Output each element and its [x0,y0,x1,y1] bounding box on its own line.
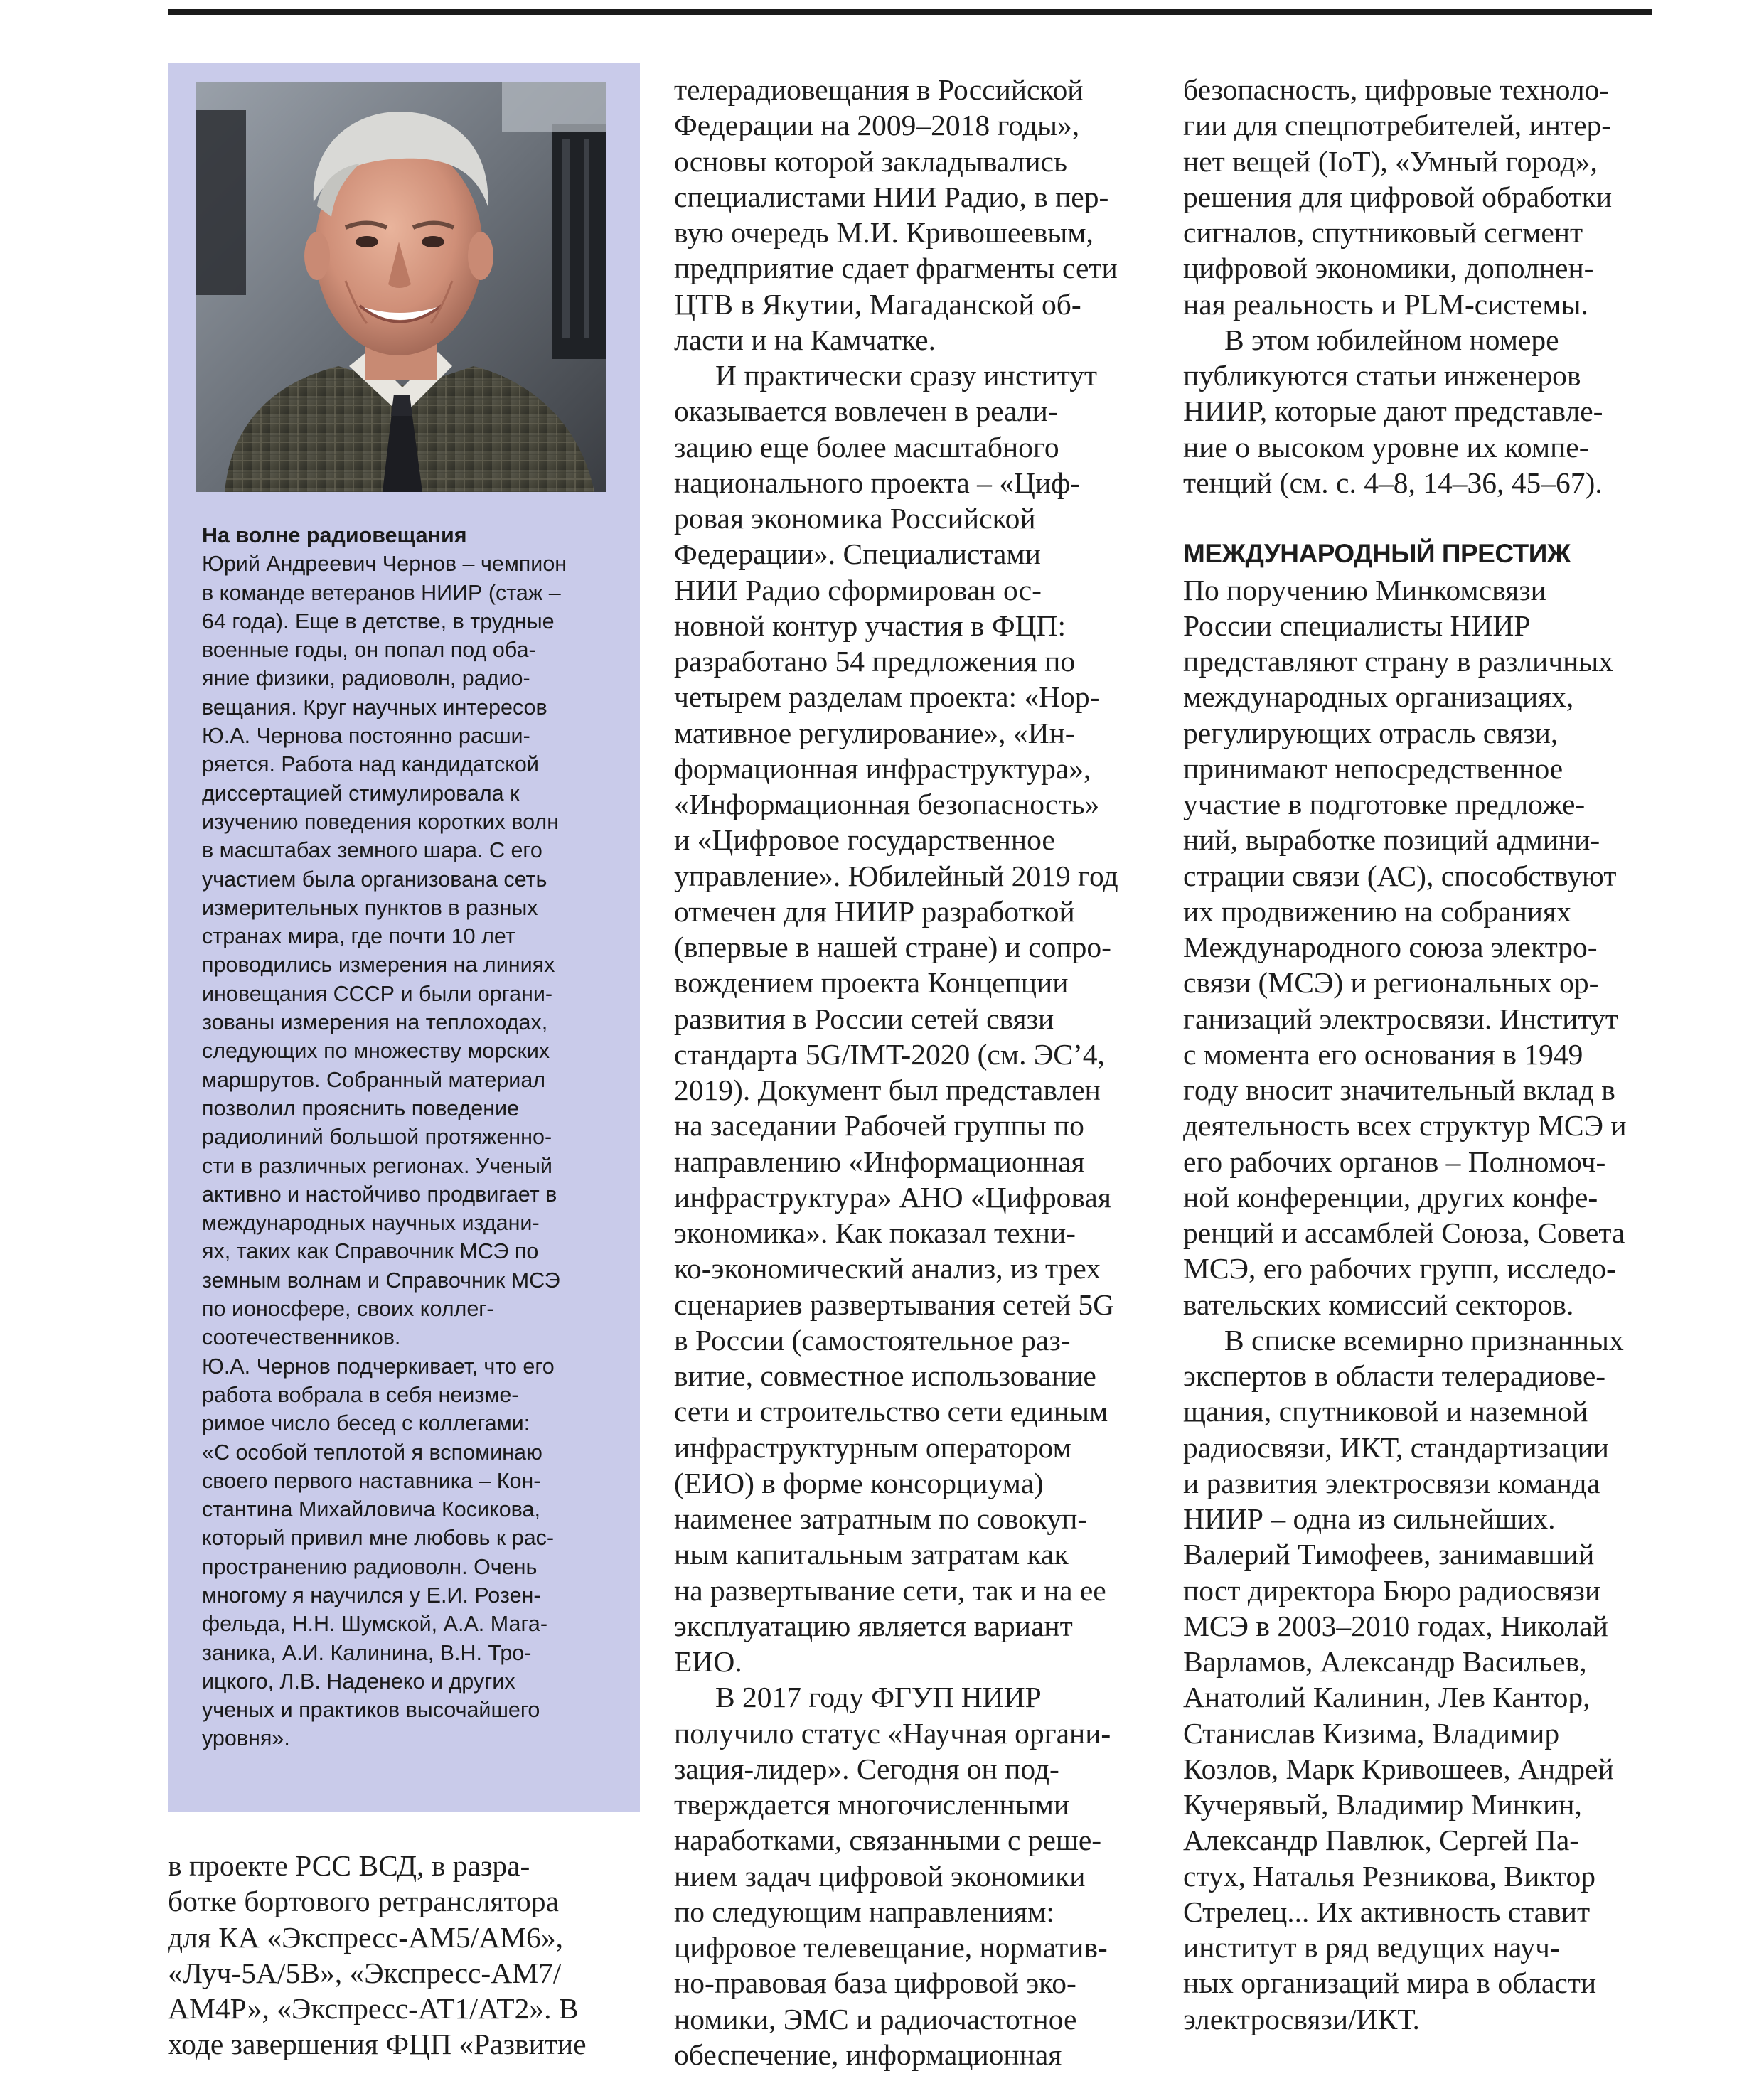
text-line: Международного союза электро- [1183,931,1598,963]
text-line: (впервые в нашей стране) и сопро- [674,931,1111,963]
text-line: экономика». Как показал техни- [674,1216,1076,1249]
column-2-text [674,72,1150,2072]
text-line: для КА «Экспресс-АМ5/АМ6», [168,1920,563,1954]
caption-line: яние физики, радиоволн, радио- [202,666,530,691]
text-line: и «Цифровое государственное [674,823,1055,857]
text-line: связи (МСЭ) и региональных ор- [1183,966,1599,1000]
text-line: щания, спутниковой и наземной [1183,1395,1588,1428]
text-line: решения для цифровой обработки [1183,180,1613,213]
caption-line: диссертацией стимулировала к [202,781,520,806]
text-line: Варламов, Александр Васильев, [1183,1645,1587,1678]
text-line: экспертов в области телерадиове- [1183,1359,1606,1392]
text-line: направлению «Информационная [674,1145,1085,1178]
text-line: В этом юбилейном номере [1224,323,1559,356]
text-line: регулирующих отрасль связи, [1183,716,1559,749]
text-line: цифровой экономики, дополнен- [1183,252,1594,285]
caption-line: изучению поведения коротких волн [202,809,560,834]
text-line: публикуются статьи инженеров [1183,359,1581,392]
text-line: ходе завершения ФЦП «Развитие [168,2028,587,2061]
text-line: их продвижению на собраниях [1183,894,1571,928]
caption-line: иновещания СССР и были органи- [202,981,553,1006]
text-line: институт в ряд ведущих науч- [1183,1931,1560,1964]
text-line: ЦТВ в Якутии, Магаданской об- [674,287,1081,321]
text-line: ровая экономика Российской [674,502,1036,535]
text-line: ганизаций электросвязи. Институт [1183,1002,1618,1035]
text-line: ных организаций мира в области [1183,1967,1597,2000]
text-line: национального проекта – «Циф- [674,466,1080,499]
text-line: обеспечение, информационная [674,2038,1062,2071]
caption-line: радиолиний большой протяженно- [202,1125,552,1150]
text-line: НИИР, которые дают представле- [1183,395,1603,428]
text-line: Анатолий Калинин, Лев Кантор, [1183,1681,1591,1714]
caption-line: земным волнам и Справочник МСЭ [202,1268,560,1293]
caption-line: римое число бесед с коллегами: [202,1411,530,1436]
caption-line: военные годы, он попал под оба- [202,638,536,663]
text-line: мативное регулирование», «Ин- [674,716,1075,749]
text-line: Стрелец... Их активность ставит [1183,1895,1591,1928]
text-line: НИИР – одна из сильнейших. [1183,1502,1556,1535]
text-line: ренций и ассамблей Союза, Совета [1183,1216,1625,1249]
text-line: на развертывание сети, так и на ее [674,1573,1106,1607]
caption-line: маршрутов. Собранный материал [202,1067,546,1092]
caption-line: ицкого, Л.В. Наденеко и других [202,1669,515,1694]
text-line: По поручению Минкомсвязи [1183,573,1546,606]
text-line: стух, Наталья Резникова, Виктор [1183,1859,1595,1893]
text-line: ботке бортового ретранслятора [168,1885,559,1918]
text-line: и развития электросвязи команда [1183,1466,1600,1499]
text-line: формационная инфраструктура», [674,751,1091,785]
caption-line: следующих по множеству морских [202,1039,550,1064]
text-line: участие в подготовке предложе- [1183,788,1586,820]
text-line: стандарта 5G/IMT-2020 (см. ЭС’4, [674,1037,1105,1071]
text-line: цифровое телевещание, норматив- [674,1931,1108,1964]
text-line: специалистами НИИ Радио, в пер- [674,180,1109,213]
text-line: ной конференции, других конфе- [1183,1180,1598,1214]
text-line: наработками, связанными с реше- [674,1824,1102,1857]
caption-line: который привил мне любовь к рас- [202,1526,555,1551]
text-line: ний, выработке позиций админи- [1183,823,1600,857]
photo-caption [202,521,627,1753]
text-line: но-правовая база цифровой эко- [674,1967,1076,2000]
text-line: зация-лидер». Сегодня он под- [674,1752,1059,1785]
text-line: по следующим направлениям: [674,1895,1054,1928]
text-line: гии для спецпотребителей, интер- [1183,109,1612,142]
text-line: Федерации на 2009–2018 годы», [674,109,1080,142]
section-heading: МЕЖДУНАРОДНЫЙ ПРЕСТИЖ [1183,539,1571,569]
caption-line: в масштабах земного шара. С его [202,838,542,863]
caption-line: «С особой теплотой я вспоминаю [202,1440,542,1465]
text-line: России специалисты НИИР [1183,609,1531,642]
caption-line: в команде ветеранов НИИР (стаж – [202,580,561,605]
text-line: «Луч-5А/5В», «Экспресс-АМ7/ [168,1956,562,1989]
text-line: АМ4Р», «Экспресс-АТ1/АТ2». В [168,1992,579,2025]
text-line: МСЭ, его рабочих групп, исследо- [1183,1252,1616,1285]
caption-line: Ю.А. Чернова постоянно расши- [202,724,530,749]
caption-line: 64 года). Еще в детстве, в трудные [202,609,555,633]
text-line: (ЕИО) в форме консорциума) [674,1466,1044,1499]
text-line: ние о высоком уровне их компе- [1183,430,1589,464]
caption-line: активно и настойчиво продвигает в [202,1182,557,1206]
caption-line: по ионосфере, своих коллег- [202,1297,494,1322]
caption-line: Ю.А. Чернов подчеркивает, что его [202,1354,555,1379]
text-line: пост директора Бюро радиосвязи [1183,1573,1601,1607]
caption-line: уровня». [202,1726,290,1751]
text-line: в России (самостоятельное раз- [674,1323,1071,1357]
text-line: 2019). Документ был представлен [674,1074,1101,1106]
text-line: Козлов, Марк Кривошеев, Андрей [1183,1752,1614,1785]
text-line: получило статус «Научная органи- [674,1716,1111,1750]
spacer [1183,501,1667,536]
caption-line: измерительных пунктов в разных [202,895,538,920]
text-line: международных организациях, [1183,680,1574,714]
text-line: «Информационная безопасность» [674,788,1100,820]
caption-line: ученых и практиков высочайшего [202,1698,540,1723]
text-line: сети и строительство сети единым [674,1395,1108,1428]
text-line: вую очередь М.И. Кривошеевым, [674,216,1094,249]
text-line: сценариев развертывания сетей 5G [674,1288,1115,1321]
text-line: В списке всемирно признанных [1224,1323,1624,1357]
caption-line: странах мира, где почти 10 лет [202,924,515,949]
text-line: Станислав Кизима, Владимир [1183,1716,1560,1750]
text-line: ЕИО. [674,1645,742,1678]
caption-line: ряется. Работа над кандидатской [202,752,539,777]
text-line: В 2017 году ФГУП НИИР [715,1681,1042,1714]
text-line: инфраструктура» АНО «Цифровая [674,1180,1111,1214]
text-line: радиосвязи, ИКТ, стандартизации [1183,1430,1609,1464]
text-line: ным капитальным затратам как [674,1538,1069,1571]
text-line: И практически сразу институт [715,359,1098,392]
text-line: МСЭ в 2003–2010 годах, Николай [1183,1609,1608,1642]
text-line: Кучерявый, Владимир Минкин, [1183,1788,1582,1821]
caption-line: позволил прояснить поведение [202,1096,520,1120]
column-1-text [168,1848,630,2062]
top-rule [168,9,1652,15]
text-line: электросвязи/ИКТ. [1183,2002,1420,2035]
caption-line: заника, А.И. Калинина, В.Н. Тро- [202,1640,532,1665]
text-line: нет вещей (IoT), «Умный город», [1183,144,1598,178]
text-line: эксплуатацию является вариант [674,1609,1073,1642]
caption-line: стантина Михайловича Косикова, [202,1497,540,1522]
text-line: ласти и на Камчатке. [674,323,936,356]
text-line: Александр Павлюк, Сергей Па- [1183,1824,1580,1857]
caption-line: проводились измерения на линиях [202,953,555,978]
caption-line: многому я научился у Е.И. Розен- [202,1583,541,1607]
text-line: телерадиовещания в Российской [674,73,1084,106]
text-line: новной контур участия в ФЦП: [674,609,1067,642]
caption-line: сти в различных регионах. Ученый [202,1153,552,1178]
text-line: в проекте РСС ВСД, в разра- [168,1849,530,1882]
text-line: разработано 54 предложения по [674,645,1076,678]
text-line: с момента его основания в 1949 [1183,1037,1583,1071]
text-line: на заседании Рабочей группы по [674,1109,1084,1143]
text-line: деятельность всех структур МСЭ и [1183,1109,1627,1143]
text-line: безопасность, цифровые техноло- [1183,73,1610,106]
text-line: основы которой закладывались [674,144,1067,178]
caption-line: пространению радиоволн. Очень [202,1554,538,1579]
caption-line: соотечественников. [202,1325,401,1350]
caption-line: зованы измерения на теплоходах, [202,1010,548,1035]
text-line: четырем разделам проекта: «Нор- [674,680,1100,714]
text-line: тверждается многочисленными [674,1788,1070,1821]
portrait-photo [196,82,606,492]
text-line: инфраструктурным оператором [674,1430,1071,1464]
text-line: тенций (см. с. 4–8, 14–36, 45–67). [1183,466,1603,499]
text-line: НИИ Радио сформирован ос- [674,573,1042,606]
text-line: зацию еще более масштабного [674,430,1059,464]
text-line: наименее затратным по совокуп- [674,1502,1088,1535]
text-line: управление». Юбилейный 2019 год [674,859,1118,892]
caption-line: участием была организована сеть [202,867,547,892]
text-line: ко-экономический анализ, из трех [674,1252,1101,1285]
caption-title: На волне радиовещания [202,523,467,547]
text-line: оказывается вовлечен в реали- [674,395,1058,428]
caption-line: международных научных издани- [202,1211,540,1236]
text-line: нием задач цифровой экономики [674,1859,1086,1893]
caption-line: своего первого наставника – Кон- [202,1468,541,1493]
text-line: Валерий Тимофеев, занимавший [1183,1538,1595,1571]
text-line: вательских комиссий секторов. [1183,1288,1574,1321]
caption-line: фельда, Н.Н. Шумской, А.А. Мага- [202,1612,548,1637]
text-line: его рабочих органов – Полномоч- [1183,1145,1606,1178]
text-line: витие, совместное использование [674,1359,1096,1392]
text-line: номики, ЭМС и радиочастотное [674,2002,1077,2035]
text-line: страции связи (АС), способствуют [1183,859,1617,892]
text-line: принимают непосредственное [1183,751,1563,785]
caption-line: вещания. Круг научных интересов [202,695,547,719]
column-3-text [1183,72,1667,2037]
text-line: отмечен для НИИР разработкой [674,894,1075,928]
text-line: развития в России сетей связи [674,1002,1054,1035]
text-line: вождением проекта Концепции [674,966,1069,1000]
caption-line: работа вобрала в себя неизме- [202,1382,519,1407]
text-line: ная реальность и PLM-системы. [1183,287,1588,321]
caption-line: ях, таких как Справочник МСЭ по [202,1239,539,1264]
text-line: представляют страну в различных [1183,645,1613,678]
text-line: Федерации». Специалистами [674,537,1041,571]
text-line: сигналов, спутниковый сегмент [1183,216,1583,249]
text-line: году вносит значительный вклад в [1183,1074,1615,1106]
caption-line: Юрий Андреевич Чернов – чемпион [202,552,567,577]
text-line: предприятие сдает фрагменты сети [674,252,1118,285]
